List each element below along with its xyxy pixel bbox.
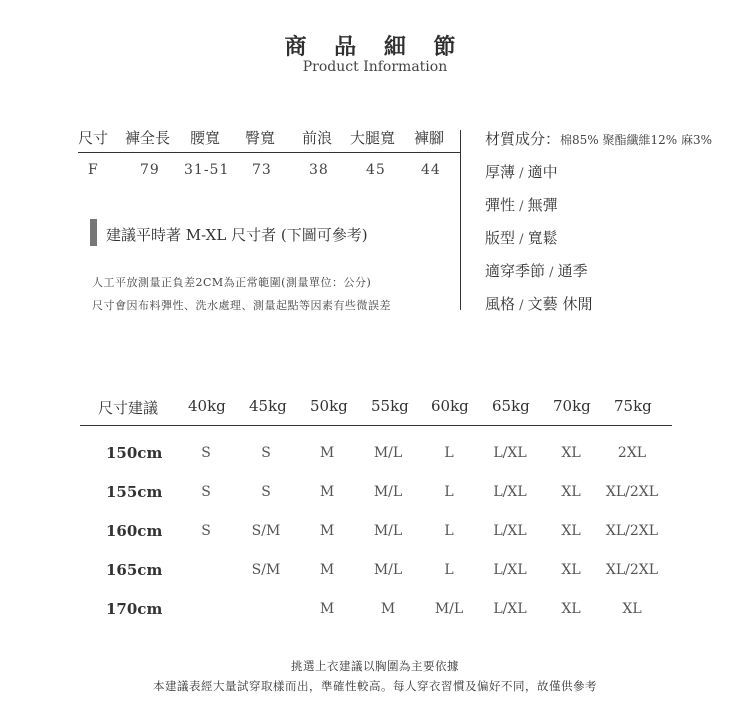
size-cell: S [201, 484, 211, 500]
size-cell: L [444, 484, 454, 500]
attr-style-sep: / [515, 298, 528, 313]
attr-style-label: 風格 [485, 295, 516, 313]
size-table-divider [80, 425, 672, 426]
vertical-divider [460, 130, 461, 310]
spec-header-rise: 前浪 [302, 129, 333, 147]
spec-header-waist: 腰寬 [190, 129, 221, 147]
size-cell: L [444, 445, 454, 461]
footer-line-2: 本建議表經大量試穿取樣而出，準確性較高。每人穿衣習慣及偏好不同，故僅供參考 [153, 679, 597, 693]
size-cell: L/XL [493, 601, 527, 617]
attr-elasticity-value: 無彈 [527, 196, 558, 214]
height-label: 155cm [106, 483, 163, 501]
attr-style-value: 文藝 休閒 [527, 295, 593, 313]
weight-header: 40kg [188, 397, 226, 415]
spec-header-hip: 臀寬 [245, 129, 276, 147]
spec-header-size: 尺寸 [78, 129, 109, 147]
weight-header: 50kg [310, 397, 348, 415]
size-cell: M/L [373, 445, 403, 461]
attr-elasticity-label: 彈性 [485, 196, 516, 214]
spec-value-size: F [88, 162, 99, 178]
weight-header: 60kg [431, 397, 469, 415]
attr-season [485, 260, 588, 281]
size-cell: L [444, 523, 454, 539]
attr-material-value: 棉85% 聚酯纖維12% 麻3% [560, 133, 713, 147]
size-cell: S [261, 445, 271, 461]
attr-thickness-sep: / [515, 166, 528, 181]
size-cell: XL/2XL [605, 562, 659, 578]
size-cell: L/XL [493, 562, 527, 578]
spec-header-hem: 褲腳 [414, 129, 445, 147]
spec-header-length: 褲全長 [125, 129, 171, 147]
weight-header: 55kg [371, 397, 409, 415]
size-cell: L [444, 562, 454, 578]
attr-fit-value: 寬鬆 [527, 229, 558, 247]
height-label: 150cm [106, 444, 163, 462]
size-cell: XL [622, 601, 642, 617]
size-cell: M [319, 601, 335, 617]
spec-value-waist: 31-51 [184, 162, 230, 178]
attr-season-sep: / [545, 265, 558, 280]
attr-material [485, 128, 712, 149]
attr-style [485, 293, 592, 314]
weight-header: 70kg [553, 397, 591, 415]
size-cell: XL/2XL [605, 523, 659, 539]
spec-value-length: 79 [140, 162, 160, 178]
spec-value-hip: 73 [252, 162, 272, 178]
weight-header: 75kg [614, 397, 652, 415]
attr-season-value: 通季 [557, 262, 588, 280]
weight-header: 65kg [492, 397, 530, 415]
attr-fit [485, 227, 558, 248]
size-cell: S/M [251, 523, 281, 539]
weight-header: 45kg [249, 397, 287, 415]
attr-thickness-value: 適中 [527, 163, 558, 181]
attr-thickness-label: 厚薄 [485, 163, 516, 181]
size-cell: M [319, 445, 335, 461]
measure-note-1: 人工平放測量正負差2CM為正常範圍(測量單位：公分) [92, 276, 372, 289]
spec-divider [78, 152, 460, 153]
footer-line-1: 挑選上衣建議以胸圍為主要依據 [291, 659, 459, 673]
size-cell: 2XL [617, 445, 647, 461]
attr-season-label: 適穿季節 [485, 262, 546, 280]
size-cell: S/M [251, 562, 281, 578]
attr-thickness [485, 161, 558, 182]
measure-note-2: 尺寸會因布料彈性、洗水處理、測量起點等因素有些微誤差 [92, 299, 391, 312]
size-cell: XL [561, 523, 581, 539]
attr-fit-sep: / [515, 232, 528, 247]
height-label: 170cm [106, 600, 163, 618]
size-cell: M [319, 523, 335, 539]
size-cell: M [380, 601, 396, 617]
size-cell: S [201, 523, 211, 539]
size-cell: S [261, 484, 271, 500]
page-subtitle: Product Information [302, 59, 448, 75]
size-cell: XL [561, 562, 581, 578]
spec-value-thigh: 45 [366, 162, 386, 178]
size-table-corner: 尺寸建議 [98, 399, 159, 417]
size-cell: M [319, 484, 335, 500]
size-cell: M/L [434, 601, 464, 617]
spec-header-thigh: 大腿寬 [350, 129, 396, 147]
size-cell: XL/2XL [605, 484, 659, 500]
size-cell: XL [561, 484, 581, 500]
spec-value-rise: 38 [309, 162, 329, 178]
size-cell: L/XL [493, 484, 527, 500]
attr-material-label: 材質成分： [485, 130, 561, 148]
size-cell: L/XL [493, 523, 527, 539]
size-cell: XL [561, 601, 581, 617]
attr-elasticity-sep: / [515, 199, 528, 214]
size-cell: XL [561, 445, 581, 461]
size-cell: M [319, 562, 335, 578]
size-cell: M/L [373, 562, 403, 578]
spec-value-hem: 44 [421, 162, 441, 178]
height-label: 160cm [106, 522, 163, 540]
height-label: 165cm [106, 561, 163, 579]
size-cell: M/L [373, 523, 403, 539]
size-cell: L/XL [493, 445, 527, 461]
attr-elasticity [485, 194, 558, 215]
size-recommendation-note: 建議平時著 M-XL 尺寸者 (下圖可參考) [106, 226, 368, 244]
size-cell: S [201, 445, 211, 461]
note-accent-bar [90, 219, 97, 246]
attr-fit-label: 版型 [485, 229, 516, 247]
page-title: 商 品 細 節 [284, 34, 466, 60]
size-cell: M/L [373, 484, 403, 500]
